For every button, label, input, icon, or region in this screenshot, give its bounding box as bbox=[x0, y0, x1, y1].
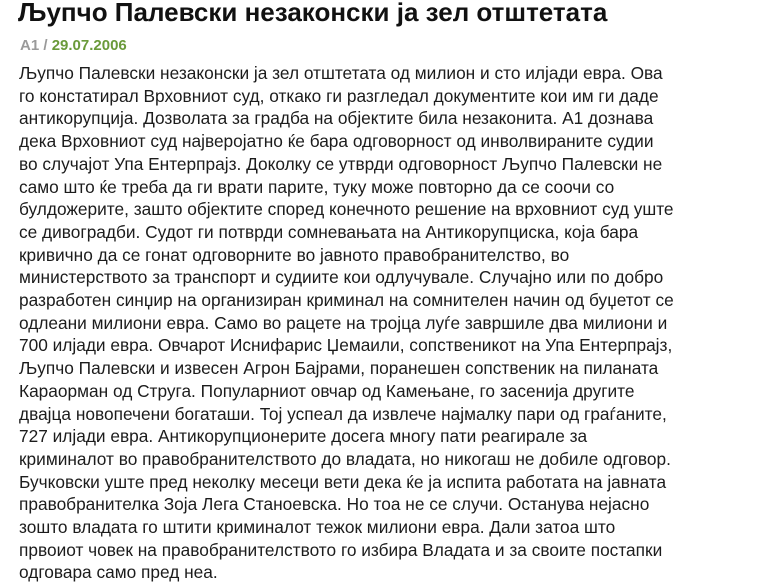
article-body-line: зошто владата го штити криминалот тежок милиони евра. Дали затоа што bbox=[19, 517, 616, 538]
article-body bbox=[19, 62, 760, 584]
article-body-line: само што ќе треба да ги врати парите, туку може повторно да се соочи со bbox=[19, 176, 615, 197]
article-body-line: антикорупција. Дозволата за градба на објектите била незаконита. А1 дознава bbox=[19, 108, 654, 129]
article-body-line: Бучковски уште пред неколку месеци вети дека ќе ја испита работата на јавната bbox=[19, 471, 667, 492]
article-source: А1 bbox=[20, 37, 40, 54]
article-body-line: 727 илјади евра. Антикорупционерите досега многу пати реагирале за bbox=[19, 426, 588, 447]
article-body-line: во случајот Упа Ентерпрајз. Доколку се утврди одговорност Љупчо Палевски не bbox=[19, 153, 663, 174]
article-body-line: кривично да се гонат одговорните во јавното правобранителство, во bbox=[19, 244, 570, 265]
article-body-line: Караорман од Струга. Популарниот овчар од Камењане, го засенија другите bbox=[19, 380, 635, 401]
article-body-line: разработен синџир на организиран криминал на сомнителен начин од буџетот се bbox=[19, 290, 674, 311]
article-body-line: одлеани милиони евра. Само во рацете на тројца луѓе завршиле два милиони и bbox=[19, 312, 668, 333]
article-body-line: правобранителка Зоја Лега Станоевска. Но тоа не се случи. Останува нејасно bbox=[19, 494, 650, 515]
article-body-line: го констатирал Врховниот суд, откако ги разгледал документите кои им ги даде bbox=[19, 85, 659, 106]
meta-separator: / bbox=[43, 37, 48, 54]
article-body-line: одговара само пред неа. bbox=[19, 562, 218, 583]
article-body-line: се дивоградби. Судот ги потврди сомневањата на Антикорупциска, која бара bbox=[19, 221, 639, 242]
article-body-line: министерството за транспорт и судиите кои одлучувале. Случајно или по добро bbox=[19, 267, 664, 288]
article-meta bbox=[20, 36, 127, 56]
article-body-line: двајца новопечени богаташи. Тој успеал да извлече најмалку пари од граѓаните, bbox=[19, 403, 667, 424]
article-body-line: 700 илјади евра. Овчарот Иснифарис Џемаили, сопственикот на Упа Ентерпрајз, bbox=[19, 335, 673, 356]
article-title: Љупчо Палевски незаконски ја зел отштетата bbox=[18, 0, 608, 27]
article-body-line: дека Врховниот суд најверојатно ќе бара одговорност од инволвираните судии bbox=[19, 131, 654, 152]
article-body-line: Љупчо Палевски и извесен Агрон Бајрами, поранешен сопственик на пиланата bbox=[19, 358, 659, 379]
article-body-line: првоиот човек на правобранителството го избира Владата и за своите постапки bbox=[19, 539, 663, 560]
article-body-line: Љупчо Палевски незаконски ја зел отштетата од милион и сто илјади евра. Ова bbox=[19, 63, 663, 83]
article-body-line: булдожерите, зашто објектите според конечното решение на врховниот суд уште bbox=[19, 199, 674, 220]
article-body-line: криминалот во правобранителството до владата, но никогаш не добиле одговор. bbox=[19, 448, 671, 469]
article-date: 29.07.2006 bbox=[51, 37, 127, 54]
